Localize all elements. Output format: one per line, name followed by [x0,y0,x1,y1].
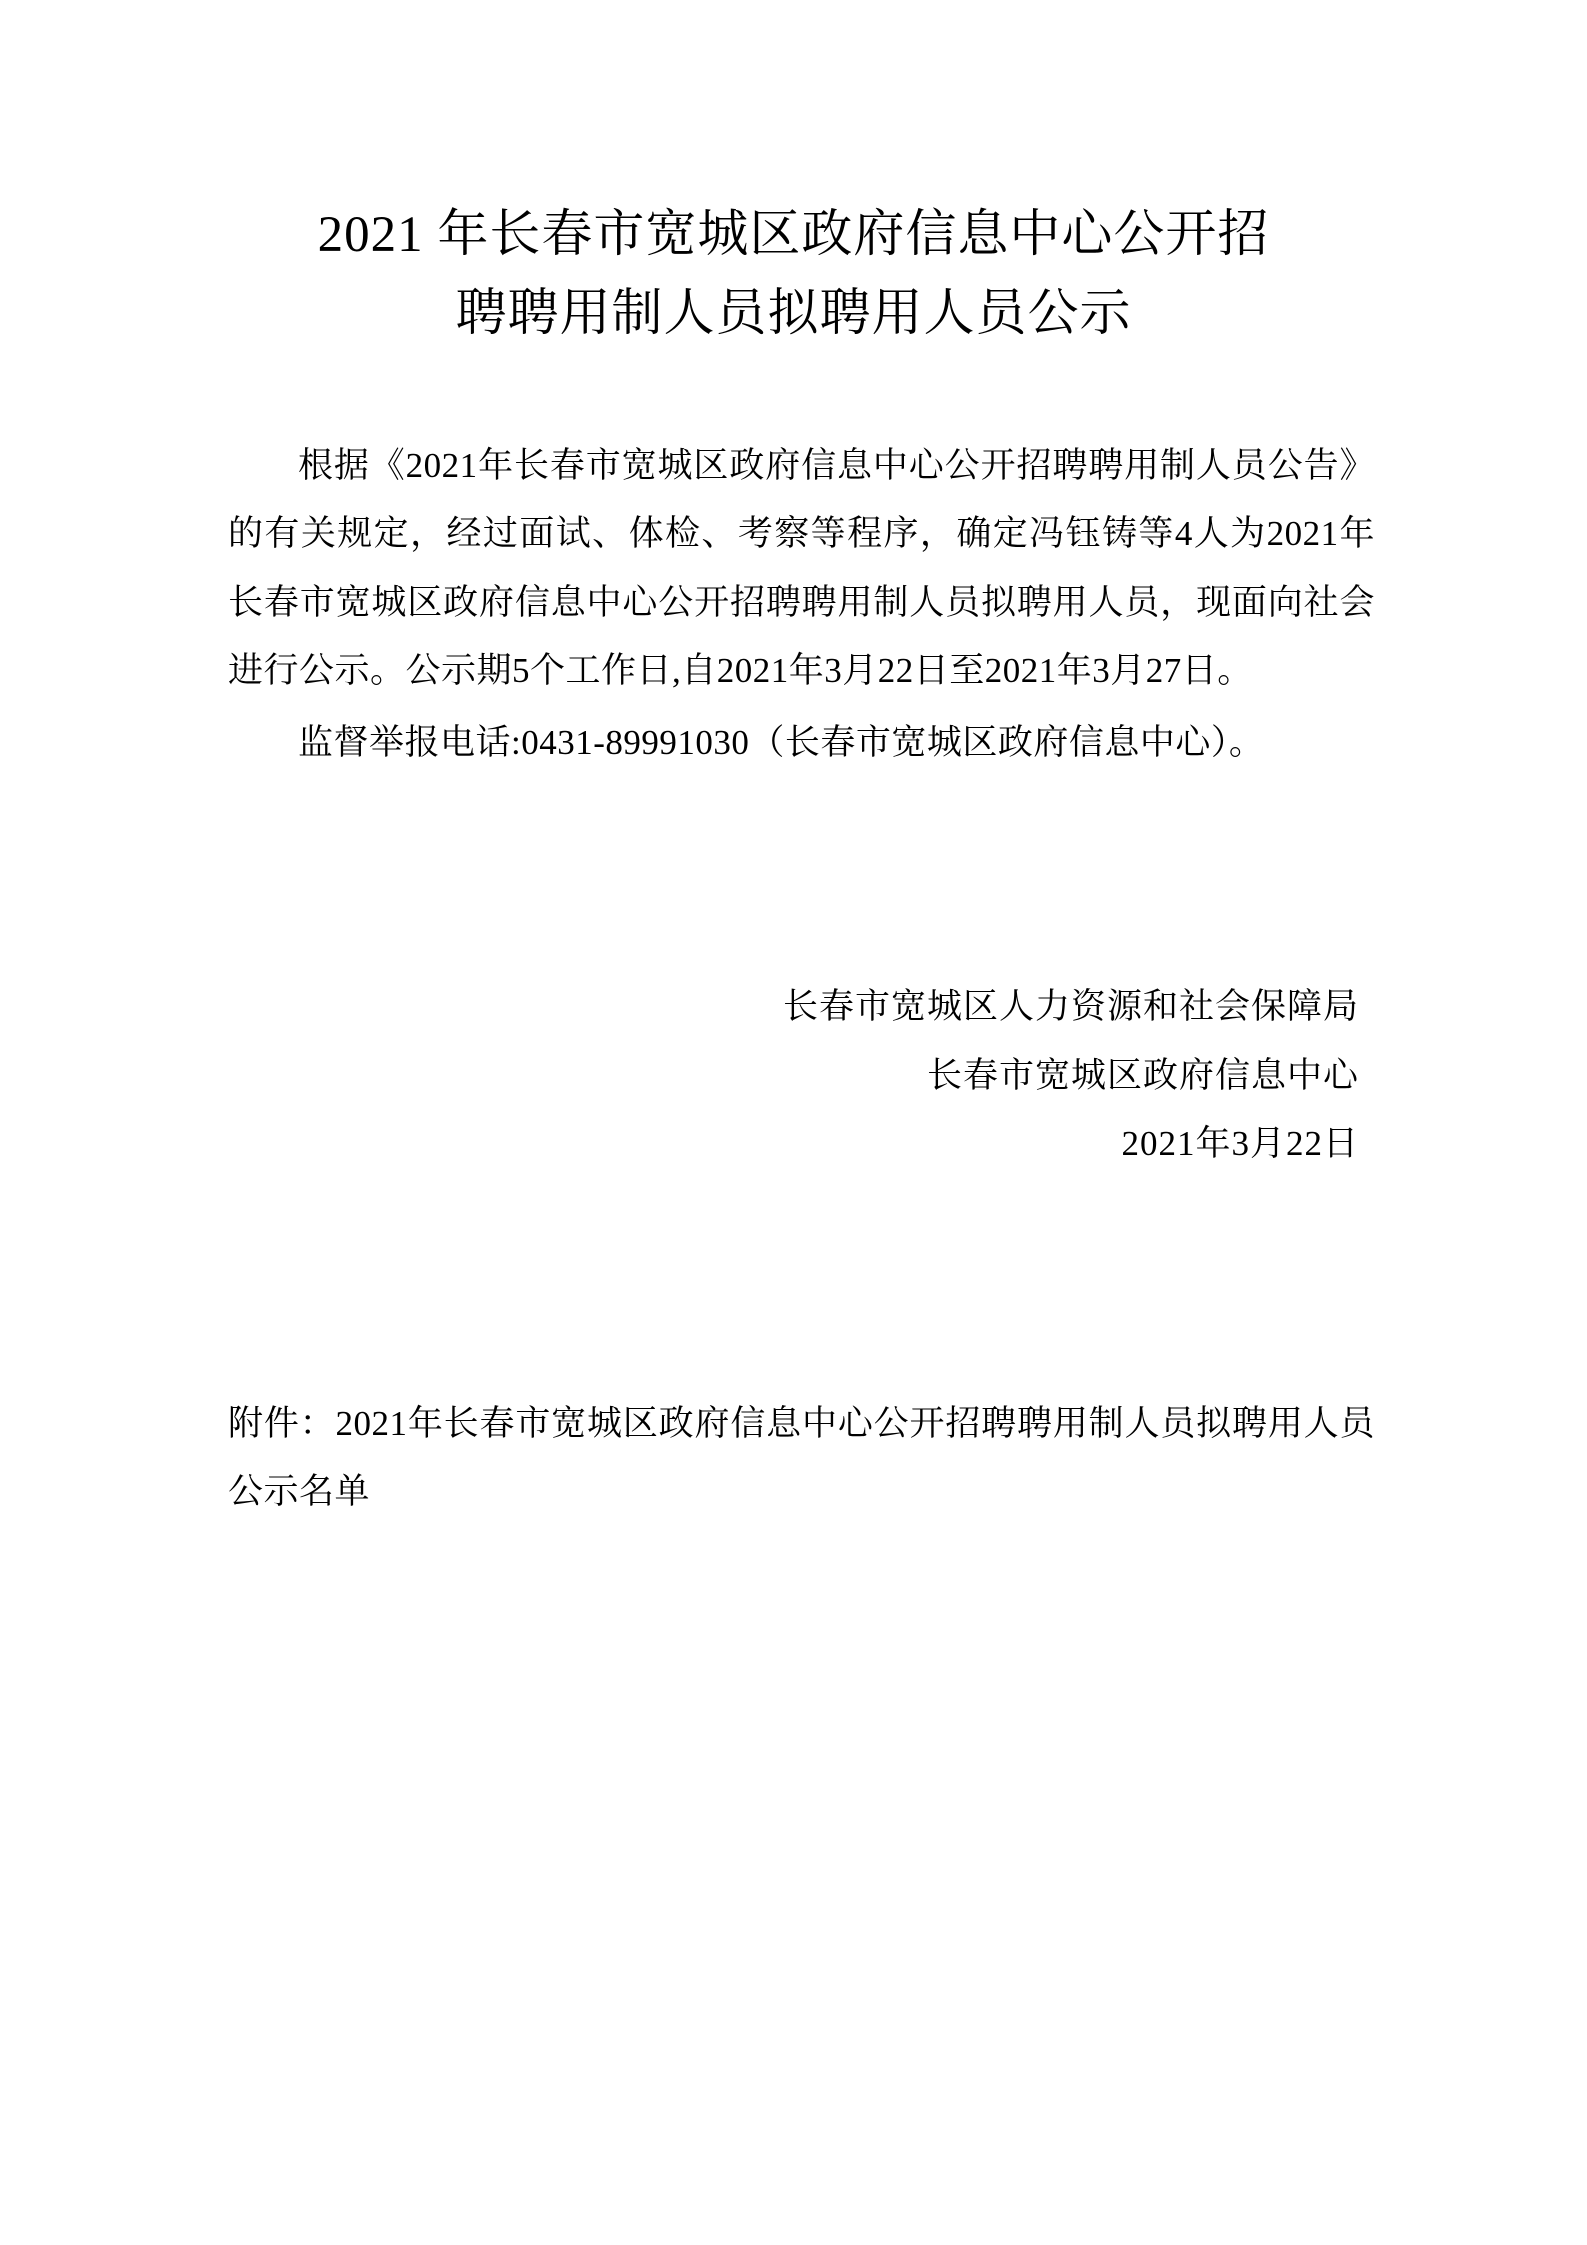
page-title-line-1: 2021 年长春市宽城区政府信息中心公开招 [317,207,1270,263]
document-body [0,432,1587,777]
attachment-text: 附件：2021年长春市宽城区政府信息中心公开招聘聘用制人员拟聘用人员公示名单 [228,1404,1375,1512]
signature-org-2: 长春市宽城区政府信息中心 [926,1055,1359,1095]
body-paragraph-1: 根据《2021年长春市宽城区政府信息中心公开招聘聘用制人员公告》的有关规定，经过面试、体检、考察等程序，确定冯钰铸等4人为2021年长春市宽城区政府信息中心公开招聘聘用制人员拟聘用人员，现面向社会进行公示。公示期5个工作日,自2021年3月22日至2021年3月27日。 [228,446,1375,690]
signature-org-1: 长春市宽城区人力资源和社会保障局 [782,987,1359,1027]
page-title [0,0,1587,354]
signature-block [0,973,1587,1178]
body-paragraph-2: 监督举报电话:0431-89991030（长春市宽城区政府信息中心）。 [298,723,1265,763]
signature-date: 2021年3月22日 [1121,1123,1359,1163]
page-title-line-2: 聘聘用制人员拟聘用人员公示 [455,286,1132,343]
attachment-block [0,1390,1587,1527]
